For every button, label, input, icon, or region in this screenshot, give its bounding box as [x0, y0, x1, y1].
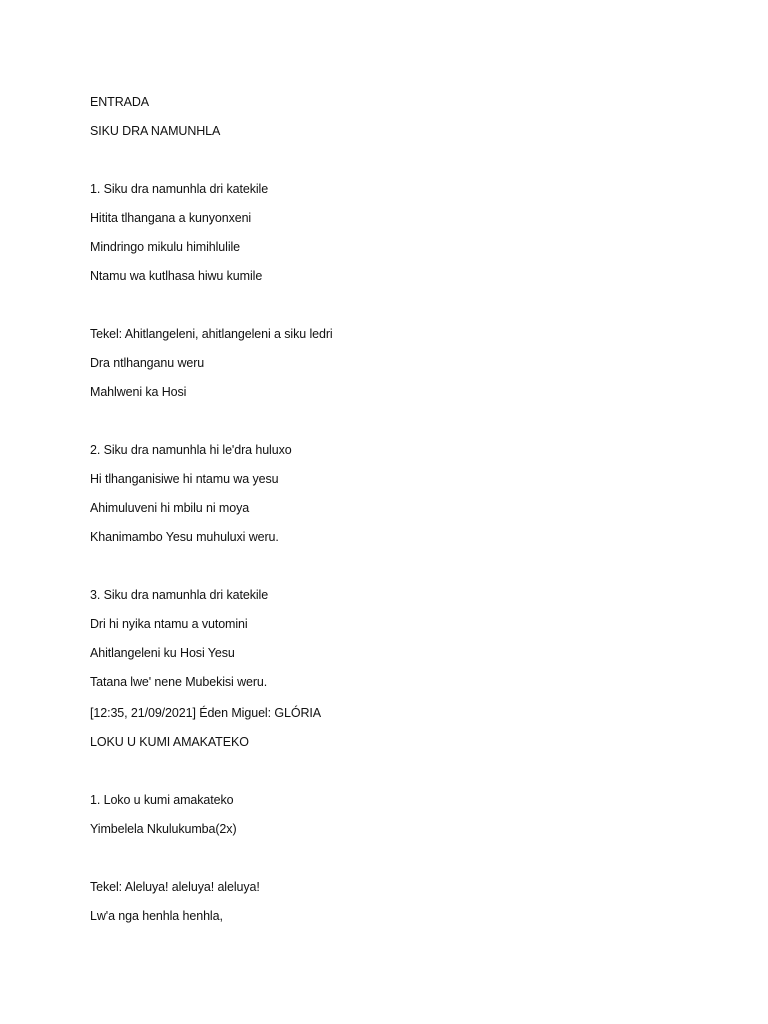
verse-2-line-1: 2. Siku dra namunhla hi le'dra huluxo — [90, 443, 292, 457]
song-title-2: LOKU U KUMI AMAKATEKO — [90, 735, 249, 749]
verse-3-line-3: Ahitlangeleni ku Hosi Yesu — [90, 646, 235, 660]
song-2-verse-1-line-2: Yimbelela Nkulukumba(2x) — [90, 822, 237, 836]
verse-1-line-3: Mindringo mikulu himihlulile — [90, 240, 241, 254]
chorus-line-3: Mahlweni ka Hosi — [90, 385, 187, 399]
verse-2-line-2: Hi tlhanganisiwe hi ntamu wa yesu — [90, 472, 279, 486]
verse-1-line-1: 1. Siku dra namunhla dri katekile — [90, 182, 269, 196]
song-title: SIKU DRA NAMUNHLA — [90, 124, 221, 138]
song-2-verse-1-line-1: 1. Loko u kumi amakateko — [90, 793, 234, 807]
verse-1-line-4: Ntamu wa kutlhasa hiwu kumile — [90, 269, 263, 283]
chorus-line-1: Tekel: Ahitlangeleni, ahitlangeleni a siku ledri — [90, 327, 333, 341]
chorus-line-2: Dra ntlhanganu weru — [90, 356, 205, 370]
verse-3-line-1: 3. Siku dra namunhla dri katekile — [90, 588, 269, 602]
verse-1-line-2: Hitita tlhangana a kunyonxeni — [90, 211, 252, 225]
verse-2-line-4: Khanimambo Yesu muhuluxi weru. — [90, 530, 279, 544]
song-2-chorus-line-1: Tekel: Aleluya! aleluya! aleluya! — [90, 880, 260, 894]
verse-3-line-2: Dri hi nyika ntamu a vutomini — [90, 617, 248, 631]
message-timestamp-line: [12:35, 21/09/2021] Éden Miguel: GLÓRIA — [90, 706, 321, 720]
verse-2-line-3: Ahimuluveni hi mbilu ni moya — [90, 501, 250, 515]
verse-3-line-4: Tatana lwe' nene Mubekisi weru. — [90, 675, 268, 689]
song-2-chorus-line-2: Lw'a nga henhla henhla, — [90, 909, 223, 923]
text-line-entrada: ENTRADA — [90, 95, 150, 109]
